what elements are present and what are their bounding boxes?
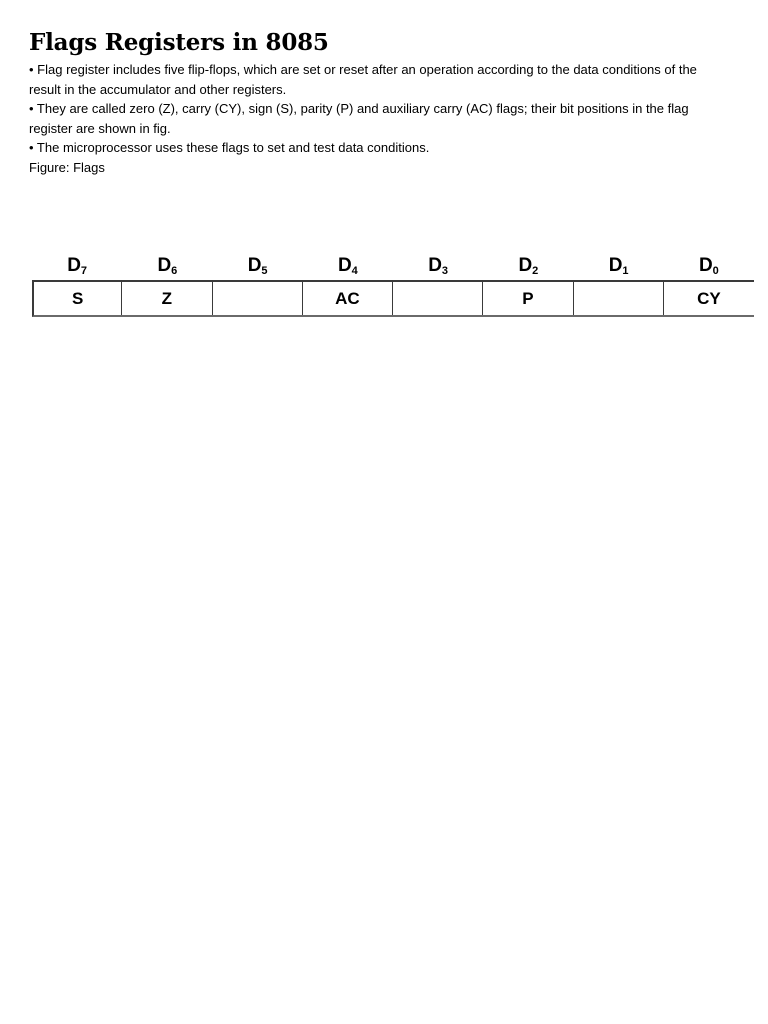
paragraph-flag-register: • Flag register includes five flip-flops, which are set or reset after an operation according to the data conditions of the result in the accumulator and other registers. (29, 62, 697, 97)
flag-cell-parity: P (483, 282, 573, 315)
bit-label-d6: $D_6$ (157, 255, 178, 277)
bit-label-d3: $D_3$ (428, 255, 449, 277)
bit-label-d7: $D_7$ (67, 255, 88, 277)
flag-cell-empty-d3 (393, 282, 483, 315)
bit-label-d2: $D_2$ (518, 255, 539, 277)
bit-label-d1: $D_1$ (608, 255, 629, 277)
flag-register-figure (32, 244, 754, 317)
bit-label-d0: $D_0$ (698, 255, 719, 277)
bit-label-d5: $D_5$ (247, 255, 268, 277)
page-title: Flags Registers in 8085 (29, 29, 329, 56)
body-text (29, 60, 719, 177)
paragraph-microprocessor-usage: • The microprocessor uses these flags to set and test data conditions. (29, 140, 430, 155)
flag-cell-auxiliary-carry: AC (303, 282, 393, 315)
paragraph-flag-names: • They are called zero (Z), carry (CY), sign (S), parity (P) and auxiliary carry (AC) flags; their bit positions in the flag register are shown in fig. (29, 101, 689, 136)
flag-cell-empty-d5 (213, 282, 303, 315)
figure-caption: Figure: Flags (29, 159, 105, 175)
bit-position-row (32, 244, 754, 280)
flag-cells-row (32, 280, 754, 317)
flag-cell-zero: Z (122, 282, 212, 315)
flag-cell-empty-d1 (574, 282, 664, 315)
flag-cell-carry: CY (697, 289, 721, 308)
bit-label-d4: $D_4$ (337, 255, 358, 277)
flag-cell-sign: S (34, 282, 122, 315)
